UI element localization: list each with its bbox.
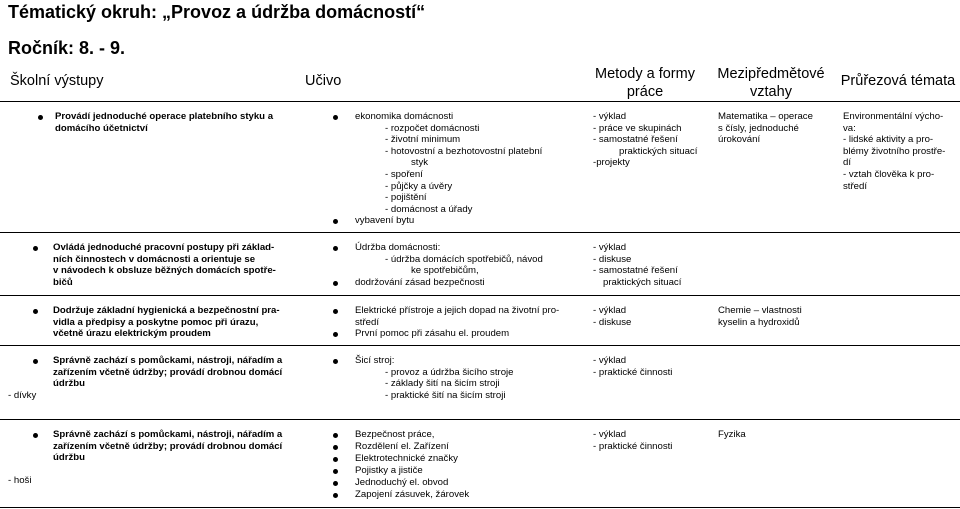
method-line: -projekty xyxy=(593,157,630,169)
content-line: Zapojení zásuvek, žárovek xyxy=(355,489,470,500)
row5-methods xyxy=(593,429,708,452)
content-line: - pojištění xyxy=(385,192,427,204)
row2-content xyxy=(355,242,580,288)
theme-line: va: xyxy=(843,122,856,134)
bullet xyxy=(33,359,38,364)
group-label: - dívky xyxy=(8,390,37,401)
outcome-line: Ovládá jednoduché pracovní postupy při základ- xyxy=(53,242,275,253)
content-line: Elektrické přístroje a jejich dopad na životní pro- xyxy=(355,305,560,316)
row-rule-2 xyxy=(0,295,960,296)
header-outcomes: Školní výstupy xyxy=(10,73,104,89)
method-line: - samostatné řešení xyxy=(593,265,678,277)
cross-line: Chemie – vlastnosti xyxy=(718,305,802,316)
bullet xyxy=(333,457,338,462)
content-line: - spoření xyxy=(385,168,423,180)
theme-line: - lidské aktivity a pro- xyxy=(843,134,934,146)
bullet xyxy=(333,469,338,474)
content-line: vybavení bytu xyxy=(355,215,415,227)
method-line: - samostatné řešení xyxy=(593,134,678,146)
outcome-line: domácího účetnictví xyxy=(55,122,148,134)
content-line: dodržování zásad bezpečnosti xyxy=(355,276,485,288)
bullet xyxy=(333,309,338,314)
outcome-line: vidla a předpisy a poskytne pomoc při úrazu, xyxy=(53,316,259,328)
row-rule-5 xyxy=(0,507,960,508)
outcome-line: v návodech k obsluze běžných domácích spotře- xyxy=(53,265,276,277)
cross-line: Matematika – operace xyxy=(718,111,813,122)
content-line: Jednoduchý el. obvod xyxy=(355,477,449,488)
row3-cross xyxy=(718,305,830,328)
bullet xyxy=(33,246,38,251)
bullet xyxy=(333,493,338,498)
content-line: ke spotřebičům, xyxy=(411,265,479,277)
header-rule xyxy=(0,101,960,102)
cross-line: kyselin a hydroxidů xyxy=(718,316,800,328)
content-line: - půjčky a úvěry xyxy=(385,180,453,192)
method-line: - praktické činnosti xyxy=(593,440,673,452)
content-line: - provoz a údržba šicího stroje xyxy=(385,366,514,378)
bullet xyxy=(333,445,338,450)
grade-label: Ročník: 8. - 9. xyxy=(8,38,126,58)
cross-line: úrokování xyxy=(718,134,761,146)
row3-methods xyxy=(593,305,708,328)
content-line: Údržba domácnosti: xyxy=(355,242,441,253)
method-line: - praktické činnosti xyxy=(593,366,673,378)
theme-line: Environmentální výcho- xyxy=(843,111,944,122)
row5-cross xyxy=(718,429,830,441)
row2-methods xyxy=(593,242,708,288)
method-line: praktických situací xyxy=(619,145,698,157)
row-rule-3 xyxy=(0,345,960,346)
content-line: - hotovostní a bezhotovostní platební xyxy=(385,145,543,157)
theme-line: středí xyxy=(843,180,867,192)
outcome-line: Provádí jednoduché operace platebního styku a xyxy=(55,111,274,122)
bullet xyxy=(333,219,338,224)
header-methods: Metody a formy práce xyxy=(595,66,695,100)
method-line: - výklad xyxy=(593,111,627,122)
bullet xyxy=(333,433,338,438)
method-line: - výklad xyxy=(593,242,627,253)
method-line: - výklad xyxy=(593,429,627,440)
row2-outcome xyxy=(53,242,308,288)
method-line: - diskuse xyxy=(593,253,632,265)
content-line: styk xyxy=(411,157,429,169)
content-line: - praktické šití na šicím stroji xyxy=(385,389,506,401)
content-line: Rozdělení el. Zařízení xyxy=(355,441,449,452)
row-rule-1 xyxy=(0,232,960,233)
header-cross: Mezipředmětové vztahy xyxy=(717,66,825,100)
bullet xyxy=(333,246,338,251)
row5-content xyxy=(355,429,580,501)
bullet xyxy=(333,332,338,337)
bullet xyxy=(333,281,338,286)
content-line: - údržba domácích spotřebičů, návod xyxy=(385,253,543,265)
row4-methods xyxy=(593,355,708,378)
content-line: - základy šití na šicím stroji xyxy=(385,378,500,390)
content-line: Pojistky a jističe xyxy=(355,465,423,476)
row-rule-4 xyxy=(0,419,960,420)
row3-content xyxy=(355,305,583,340)
row4-outcome xyxy=(53,355,308,390)
outcome-line: včetně úrazu elektrickým proudem xyxy=(53,328,211,340)
method-line: - výklad xyxy=(593,355,627,366)
content-line: Bezpečnost práce, xyxy=(355,429,435,440)
row5-outcome xyxy=(53,429,308,464)
content-line: ekonomika domácnosti xyxy=(355,111,454,122)
content-line: První pomoc při zásahu el. proudem xyxy=(355,328,510,340)
content-line: Elektrotechnické značky xyxy=(355,453,458,464)
outcome-line: údržbu xyxy=(53,378,85,390)
outcome-line: údržbu xyxy=(53,452,85,464)
row1-methods xyxy=(593,111,708,169)
method-line: - práce ve skupinách xyxy=(593,122,682,134)
row1-cross xyxy=(718,111,830,146)
outcome-line: Dodržuje základní hygienická a bezpečnostní pra- xyxy=(53,305,280,316)
method-line: - výklad xyxy=(593,305,627,316)
outcome-line: zařízením včetně údržby; provádí drobnou domácí xyxy=(53,440,283,452)
row1-outcome xyxy=(55,111,305,134)
content-line: - životní minimum xyxy=(385,134,461,146)
header-content: Učivo xyxy=(305,73,342,89)
outcome-line: Správně zachází s pomůckami, nástroji, nářadím a xyxy=(53,355,283,366)
bullet xyxy=(333,115,338,120)
page-title: Tématický okruh: „Provoz a údržba domácností“ xyxy=(8,2,426,22)
outcome-line: zařízením včetně údržby; provádí drobnou domácí xyxy=(53,366,283,378)
row1-themes xyxy=(843,111,958,192)
outcome-line: Správně zachází s pomůckami, nástroji, nářadím a xyxy=(53,429,283,440)
content-line: Šicí stroj: xyxy=(355,355,395,366)
theme-line: dí xyxy=(843,157,852,169)
outcome-line: bičů xyxy=(53,276,73,288)
theme-line: - vztah člověka k pro- xyxy=(843,168,935,180)
content-line: středí xyxy=(355,316,379,328)
content-line: - rozpočet domácnosti xyxy=(385,122,480,134)
row1-content xyxy=(355,111,580,227)
content-line: - domácnost a úřady xyxy=(385,203,473,215)
header-themes: Průřezová témata xyxy=(840,73,956,89)
method-line: - diskuse xyxy=(593,316,632,328)
cross-line: s čísly, jednoduché xyxy=(718,122,799,134)
theme-line: blémy životního prostře- xyxy=(843,145,946,157)
bullet xyxy=(33,433,38,438)
cross-line: Fyzika xyxy=(718,429,746,440)
row4-content xyxy=(355,355,580,401)
group-label: - hoši xyxy=(8,475,32,486)
method-line: praktických situací xyxy=(603,276,682,288)
bullet xyxy=(33,309,38,314)
row3-outcome xyxy=(53,305,308,340)
outcome-line: ních činnostech v domácnosti a orientuje se xyxy=(53,253,256,265)
bullet xyxy=(38,115,43,120)
bullet xyxy=(333,359,338,364)
bullet xyxy=(333,481,338,486)
